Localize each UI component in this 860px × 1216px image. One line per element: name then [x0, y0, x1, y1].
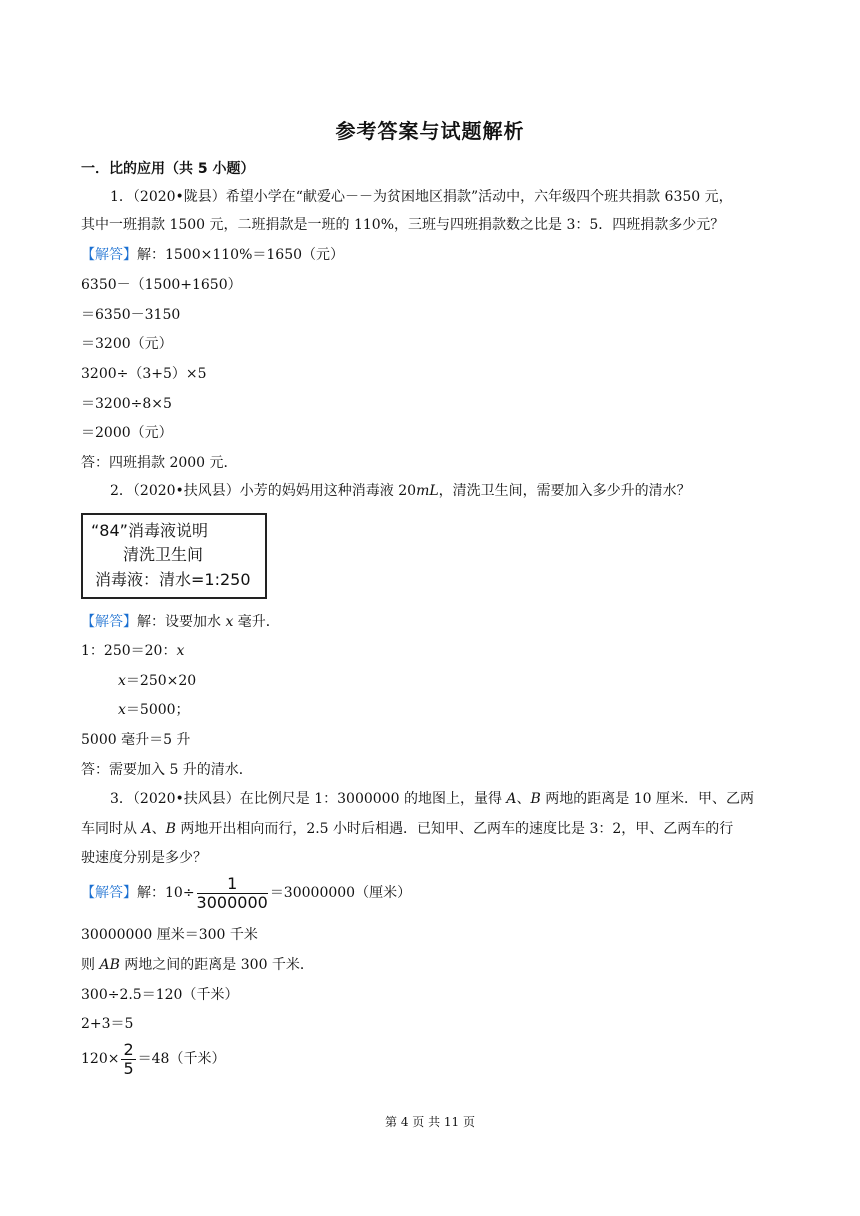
- fraction-denominator: 3000000: [196, 892, 268, 912]
- notice-line-3: 消毒液：清水=1:250: [95, 570, 251, 589]
- q2-step: ＝250×20: [125, 673, 197, 689]
- q2-text-line: [110, 481, 691, 501]
- separator: 、: [516, 791, 531, 807]
- q2-answer-pre: 解：设要加水: [137, 614, 226, 630]
- q1-answer-line-7: ＝2000（元）: [81, 425, 173, 441]
- q3-answer-line-2: 30000000 厘米＝300 千米: [81, 927, 258, 943]
- q2-variable: x: [118, 673, 126, 689]
- q2-step: ＝5000；: [125, 702, 190, 718]
- q1-answer-line-6: ＝3200÷8×5: [81, 396, 172, 412]
- q3-answer-line-4: 300÷2.5＝120（千米）: [81, 987, 239, 1003]
- q2-variable: x: [176, 643, 185, 659]
- q3-text-line-1: [110, 789, 754, 809]
- point-a: A: [506, 791, 517, 807]
- separator: 、: [151, 821, 166, 837]
- q3-text-pre: 3．（2020•扶风县）在比例尺是 1：3000000 的地图上，量得: [110, 791, 507, 807]
- q1-answer-text: 解：1500×110%＝1650（元）: [137, 247, 345, 263]
- q3-answer-post: ＝48（千米）: [137, 1051, 226, 1067]
- fraction-2-over-5: [121, 1041, 135, 1078]
- q1-answer-line-8: 答：四班捐款 2000 元．: [81, 455, 238, 471]
- q1-answer-line-3: ＝6350－3150: [81, 307, 181, 323]
- q3-answer-post: ＝30000000（厘米）: [269, 885, 412, 901]
- segment-ab: AB: [99, 957, 120, 973]
- q3-text-pre: 车同时从: [81, 821, 142, 837]
- q1-answer-line-5: 3200÷（3+5）×5: [81, 366, 207, 382]
- q1-text-line-2: 其中一班捐款 1500 元，二班捐款是一班的 110%，三班与四班捐款数之比是 3：5．四班捐款多少元？: [81, 217, 725, 233]
- notice-line-2: 清洗卫生间: [123, 545, 204, 564]
- q3-text-pre: 则: [81, 957, 100, 973]
- q2-text-pre: 2．（2020•扶风县）小芳的妈妈用这种消毒液 20: [110, 483, 417, 499]
- q1-answer-line-1: [81, 245, 344, 265]
- fraction-1-over-3000000: [197, 875, 268, 912]
- answer-tag: 【解答】: [81, 614, 137, 630]
- q3-answer-line-3: [81, 955, 314, 975]
- point-b: B: [165, 821, 176, 837]
- section-heading: 一．比的应用（共 5 小题）: [81, 161, 255, 177]
- q2-proportion: 1：250＝20：: [81, 643, 177, 659]
- answer-tag: 【解答】: [81, 885, 137, 901]
- fraction-numerator: 1: [197, 875, 268, 894]
- q2-answer-line-6: 答：需要加入 5 升的清水．: [81, 762, 253, 778]
- q2-answer-line-3: [118, 671, 196, 691]
- q3-text-line-2: [81, 819, 733, 839]
- q3-answer-line-5: 2+3＝5: [81, 1016, 134, 1032]
- fraction-denominator: 5: [123, 1058, 134, 1078]
- point-b: B: [530, 791, 541, 807]
- point-a: A: [141, 821, 152, 837]
- page-footer: 第 4 页 共 11 页: [385, 1115, 475, 1129]
- q2-answer-line-2: [81, 641, 184, 661]
- q3-answer-line-6: [81, 1039, 225, 1079]
- q1-answer-line-2: 6350－（1500+1650）: [81, 277, 242, 293]
- fraction-numerator: 2: [123, 1039, 134, 1059]
- q2-unit: mL: [416, 483, 439, 499]
- q2-answer-line-4: [118, 700, 190, 720]
- disinfectant-notice-image: [81, 513, 267, 599]
- q1-text-line-1: 1．（2020•陇县）希望小学在“献爱心－－为贫困地区捐款”活动中，六年级四个班共捐款 6350 元，: [110, 189, 733, 205]
- q1-answer-line-4: ＝3200（元）: [81, 336, 173, 352]
- q2-variable: x: [118, 702, 126, 718]
- q2-variable: x: [225, 614, 234, 630]
- notice-line-1: “84”消毒液说明: [91, 521, 208, 540]
- q3-text-line-3: 驶速度分别是多少？: [81, 850, 207, 866]
- answer-tag: 【解答】: [81, 247, 137, 263]
- q2-answer-line-5: 5000 毫升＝5 升: [81, 732, 191, 748]
- q2-text-post: ，清洗卫生间，需要加入多少升的清水？: [438, 483, 691, 499]
- q3-text-post: 两地之间的距离是 300 千米．: [119, 957, 314, 973]
- q3-text-post: 两地的距离是 10 厘米．甲、乙两: [540, 791, 754, 807]
- q3-answer-pre: 解：10÷: [137, 885, 195, 901]
- q3-answer-line-1: [81, 873, 411, 913]
- q3-text-post: 两地开出相向而行，2.5 小时后相遇．已知甲、乙两车的速度比是 3：2，甲、乙两车的行: [175, 821, 734, 837]
- q3-answer-pre: 120×: [81, 1051, 120, 1067]
- q2-answer-line-1: [81, 612, 280, 632]
- q2-answer-post: 毫升．: [233, 614, 280, 630]
- page-title: 参考答案与试题解析: [335, 119, 525, 143]
